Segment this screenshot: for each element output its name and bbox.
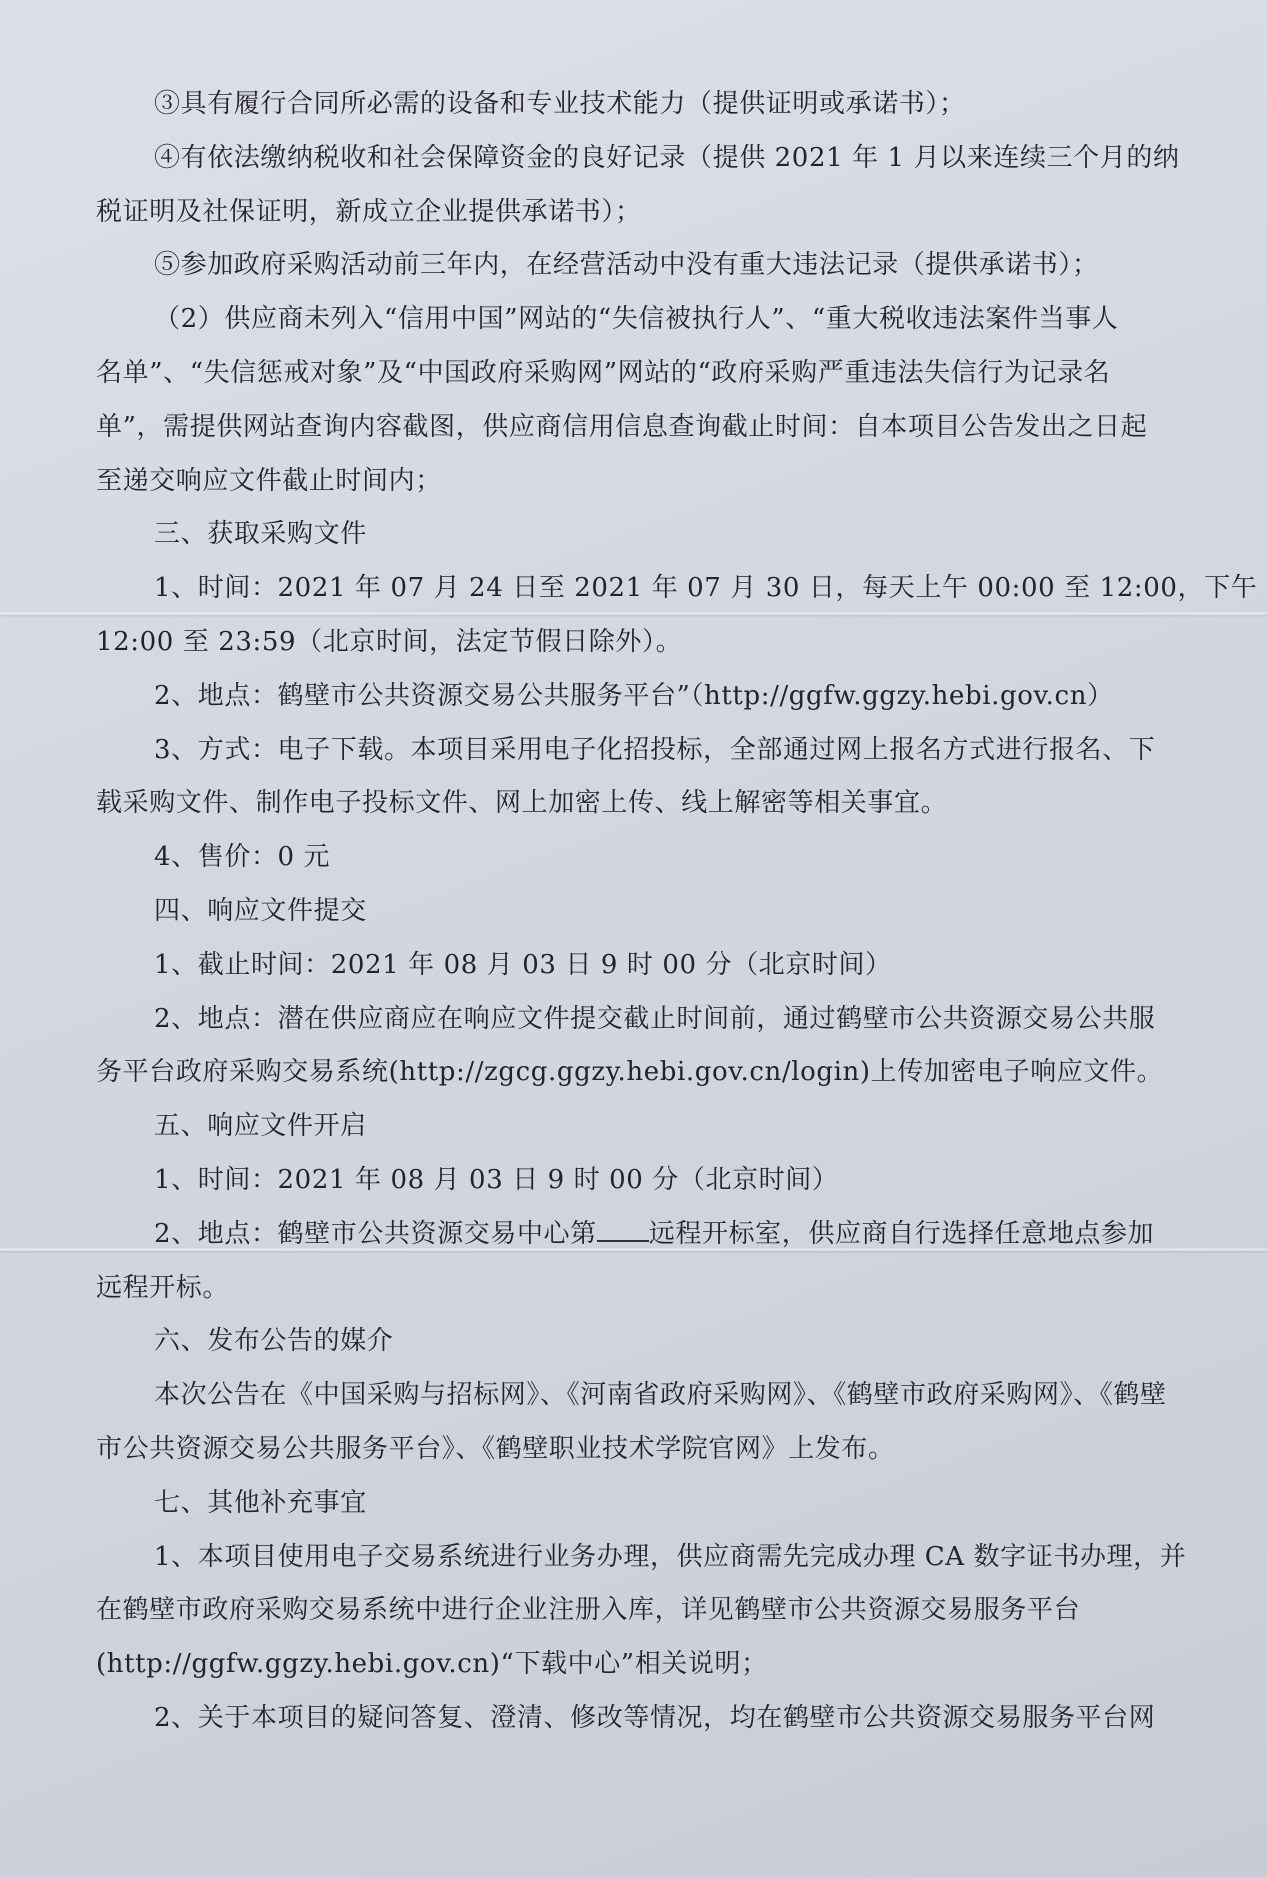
text-line: 1、时间：2021 年 08 月 03 日 9 时 00 分（北京时间）	[154, 1164, 839, 1195]
text-line: 市公共资源交易公共服务平台》、《鹤壁职业技术学院官网》上发布。	[96, 1433, 895, 1464]
section-heading: 七、其他补充事宜	[154, 1487, 367, 1518]
text-line: 本次公告在《中国采购与招标网》、《河南省政府采购网》、《鹤壁市政府采购网》、《鹤壁	[154, 1380, 1167, 1411]
document-body	[96, 78, 1258, 1746]
text-line: (http://ggfw.ggzy.hebi.gov.cn)“下载中心”相关说明；	[96, 1649, 768, 1680]
text-line: 1、本项目使用电子交易系统进行业务办理，供应商需先完成办理 CA 数字证书办理，并	[154, 1541, 1187, 1572]
text-line: 3、方式：电子下载。本项目采用电子化招投标，全部通过网上报名方式进行报名、下	[154, 734, 1156, 765]
text-line: 务平台政府采购交易系统(http://zgcg.ggzy.hebi.gov.cn/login)上传加密电子响应文件。	[96, 1057, 1164, 1088]
section-heading: 三、获取采购文件	[154, 519, 367, 550]
text-line	[96, 1208, 1155, 1262]
text-line: 1、截止时间：2021 年 08 月 03 日 9 时 00 分（北京时间）	[154, 949, 892, 980]
text-line: ⑤参加政府采购活动前三年内，在经营活动中没有重大违法记录（提供承诺书）；	[154, 250, 1099, 281]
text-line: 至递交响应文件截止时间内；	[96, 465, 442, 496]
text-line: ④有依法缴纳税收和社会保障资金的良好记录（提供 2021 年 1 月以来连续三个月的纳	[154, 142, 1180, 173]
text-line: 税证明及社保证明，新成立企业提供承诺书）；	[96, 196, 642, 227]
text-line: 2、地点：鹤壁市公共资源交易公共服务平台”（http://ggfw.ggzy.hebi.gov.cn）	[154, 680, 1114, 711]
text-line: 12:00 至 23:59（北京时间，法定节假日除外）。	[96, 626, 683, 657]
text-line: 远程开标。	[96, 1272, 230, 1303]
text-line: ③具有履行合同所必需的设备和专业技术能力（提供证明或承诺书）；	[154, 89, 966, 119]
text-line: 单”，需提供网站查询内容截图，供应商信用信息查询截止时间：自本项目公告发出之日起	[96, 411, 1148, 442]
text-line: 2、地点：潜在供应商应在响应文件提交截止时间前，通过鹤壁市公共资源交易公共服	[154, 1003, 1156, 1034]
fill-in-blank	[597, 1218, 649, 1242]
text-line: 2、关于本项目的疑问答复、澄清、修改等情况，均在鹤壁市公共资源交易服务平台网	[154, 1702, 1156, 1733]
text-fragment: 2、地点：鹤壁市公共资源交易中心第	[154, 1218, 597, 1249]
text-line: （2）供应商未列入“信用中国”网站的“失信被执行人”、“重大税收违法案件当事人	[154, 304, 1119, 335]
text-line: 1、时间：2021 年 07 月 24 日至 2021 年 07 月 30 日，每天上午 00:00 至 12:00，下午	[154, 573, 1258, 604]
section-heading: 六、发布公告的媒介	[154, 1326, 394, 1357]
text-line: 载采购文件、制作电子投标文件、网上加密上传、线上解密等相关事宜。	[96, 788, 948, 819]
section-heading: 五、响应文件开启	[154, 1111, 367, 1142]
text-line: 4、售价：0 元	[154, 842, 331, 873]
text-fragment: 远程开标室，供应商自行选择任意地点参加	[648, 1218, 1155, 1249]
text-line: 在鹤壁市政府采购交易系统中进行企业注册入库，详见鹤壁市公共资源交易服务平台	[96, 1595, 1081, 1626]
text-line: 名单”、“失信惩戒对象”及“中国政府采购网”网站的“政府采购严重违法失信行为记录名	[96, 357, 1111, 388]
section-heading: 四、响应文件提交	[154, 895, 367, 926]
